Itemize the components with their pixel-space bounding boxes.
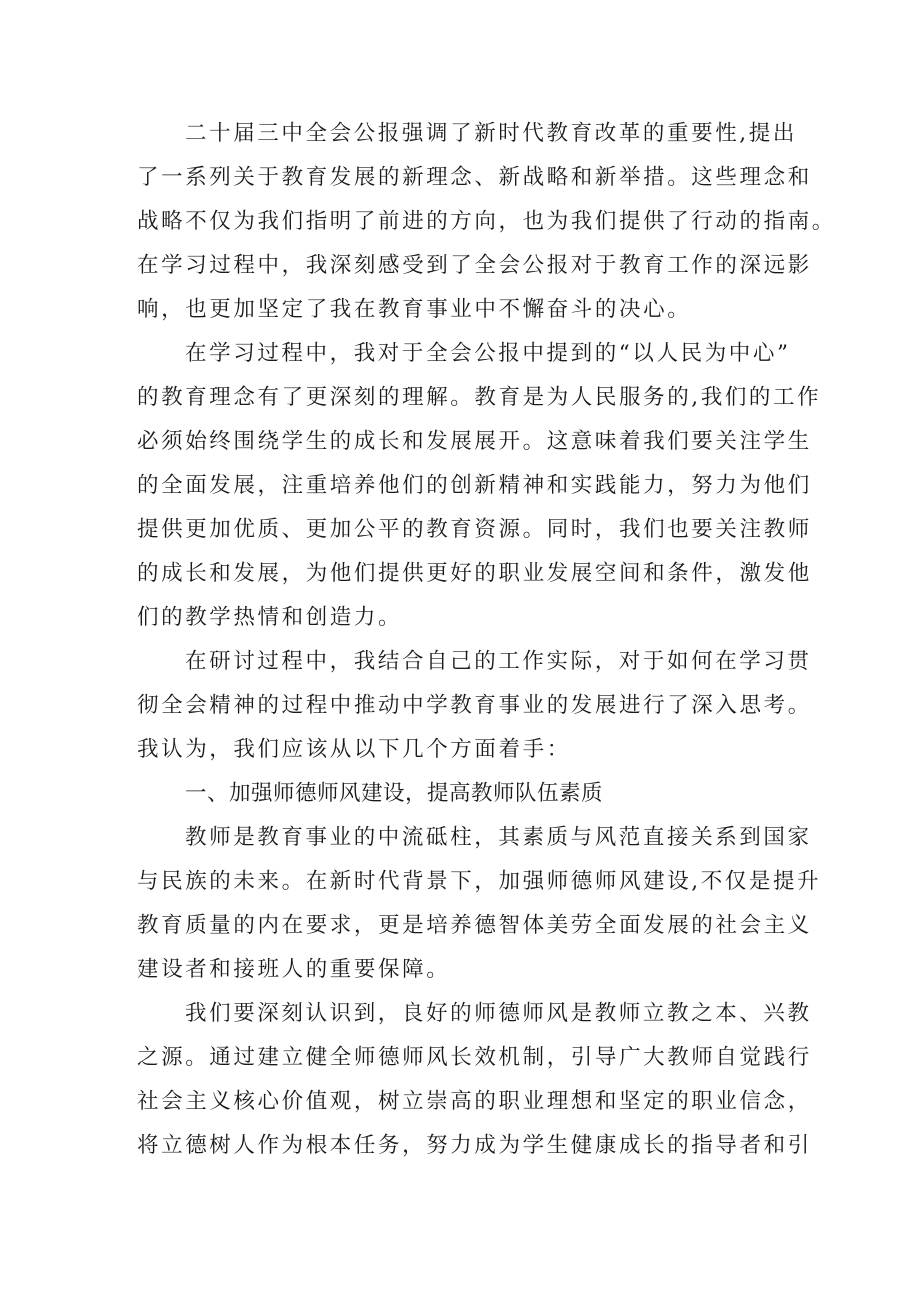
paragraph-1	[137, 112, 836, 332]
paragraph-5	[137, 992, 812, 1168]
paragraph-line: 我们要深刻认识到，良好的师德师风是教师立教之本、兴教	[185, 1001, 812, 1026]
paragraph-line: 了一系列关于教育发展的新理念、新战略和新举措。这些理念和	[137, 165, 812, 190]
paragraph-line: 提供更加优质、更加公平的教育资源。同时，我们也要关注教师	[137, 517, 812, 542]
paragraph-2	[137, 332, 822, 640]
paragraph-line: 社会主义核心价值观，树立崇高的职业理想和坚定的职业信念，	[137, 1089, 812, 1114]
paragraph-line: 二十届三中全会公报强调了新时代教育改革的重要性,提出	[185, 121, 797, 146]
document-body	[137, 112, 836, 1168]
paragraph-line: 的教育理念有了更深刻的理解。教育是为人民服务的,我们的工作	[137, 385, 822, 410]
paragraph-line: 将立德树人作为根本任务，努力成为学生健康成长的指导者和引	[137, 1133, 812, 1158]
paragraph-line: 之源。通过建立健全师德师风长效机制，引导广大教师自觉践行	[137, 1045, 812, 1070]
paragraph-line: 的成长和发展，为他们提供更好的职业发展空间和条件，激发他	[137, 561, 812, 586]
paragraph-line: 战略不仅为我们指明了前进的方向，也为我们提供了行动的指南。	[137, 209, 836, 234]
paragraph-4	[137, 816, 822, 992]
paragraph-line: 的全面发展，注重培养他们的创新精神和实践能力，努力为他们	[137, 473, 812, 498]
paragraph-line: 必须始终围绕学生的成长和发展展开。这意味着我们要关注学生	[137, 429, 812, 454]
paragraph-line: 响，也更加坚定了我在教育事业中不懈奋斗的决心。	[137, 297, 692, 322]
paragraph-line: 在学习过程中，我对于全会公报中提到的“以人民为中心”	[185, 341, 791, 366]
paragraph-line: 建设者和接班人的重要保障。	[137, 957, 451, 982]
paragraph-line: 彻全会精神的过程中推动中学教育事业的发展进行了深入思考。	[137, 693, 812, 718]
paragraph-line: 在学习过程中，我深刻感受到了全会公报对于教育工作的深远影	[137, 253, 812, 278]
paragraph-3	[137, 640, 812, 772]
paragraph-line: 我认为，我们应该从以下几个方面着手：	[137, 737, 571, 762]
paragraph-line: 在研讨过程中，我结合自己的工作实际，对于如何在学习贯	[185, 649, 812, 674]
paragraph-line: 教育质量的内在要求，更是培养德智体美劳全面发展的社会主义	[137, 913, 812, 938]
paragraph-line: 们的教学热情和创造力。	[137, 605, 403, 630]
paragraph-line: 教师是教育事业的中流砥柱，其素质与风范直接关系到国家	[185, 825, 812, 850]
paragraph-line: 与民族的未来。在新时代背景下，加强师德师风建设,不仅是提升	[137, 869, 822, 894]
section-heading: 一、加强师德师风建设，提高教师队伍素质	[185, 781, 604, 806]
